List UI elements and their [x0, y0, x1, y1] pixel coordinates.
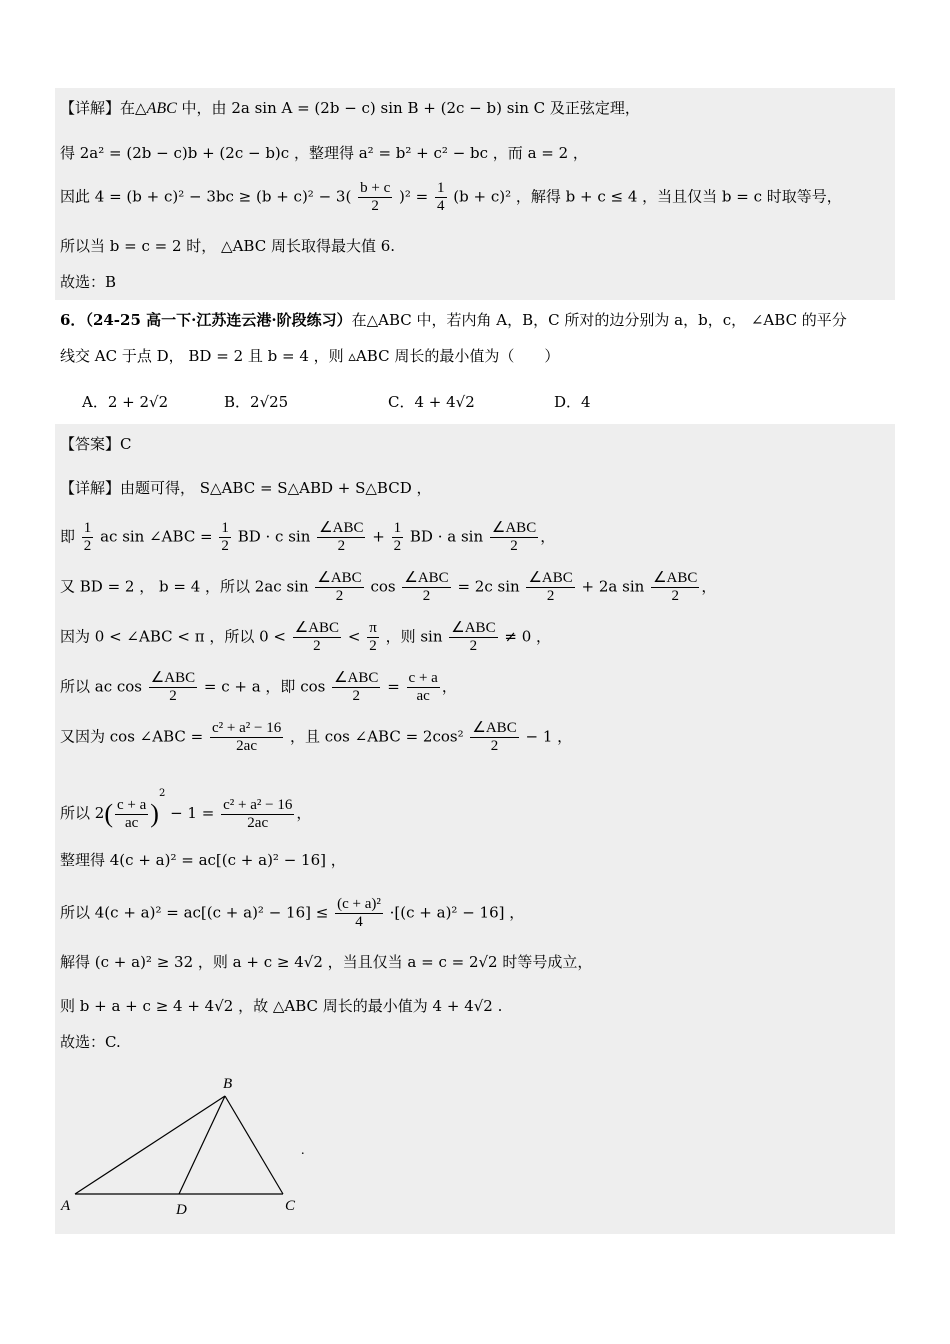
detail-label: 【详解】	[60, 99, 121, 117]
sol5-line-3: 因此 4 = (b + c)² − 3bc ≥ (b + c)² − 3( $\frac{b + c}{2}$ )² = $\frac{1}{4}$ (b + c)² ，解得 b + c ≤ 4 ，当且仅当 b = c 时取等号，	[60, 180, 842, 214]
sol6-line-2: 即 $\frac{1}{2}$ ac sin ∠ABC = $\frac{1}{2}$ BD · c sin $\frac{\text{∠ABC}}{2}$ + $\frac{1}{2}$ BD · a sin $\frac{\text{∠ABC}}{2}$ ，	[60, 520, 556, 554]
question-6-line-1: 6．（24-25 高一下·江苏连云港·阶段练习）在△ABC 中，若内角 A，B，C 所对的边分别为 a，b，c， ∠ABC 的平分	[60, 311, 847, 329]
option-a[interactable]: A．2 + 2√2	[82, 393, 169, 411]
sol6-line-3: 又 BD = 2 ， b = 4 ，所以 2ac sin $\frac{\text{∠ABC}}{2}$ cos $\frac{\text{∠ABC}}{2}$ = 2c sin $\frac{\text{∠ABC}}{2}$ + 2a sin $\frac{\text{∠ABC}}{2}$ ，	[60, 570, 717, 604]
sol6-line-1: 【详解】由题可得， S△ABC = S△ABD + S△BCD ，	[60, 479, 432, 497]
option-b[interactable]: B．2√25	[224, 393, 289, 411]
sol5-line-4: 所以当 b = c = 2 时， △ABC 周长取得最大值 6.	[60, 237, 396, 255]
question-6-line-2: 线交 AC 于点 D， BD = 2 且 b = 4 ，则 ▵ABC 周长的最小值为（ ）	[60, 347, 560, 365]
sol6-line-4: 因为 0 < ∠ABC < π ，所以 0 < $\frac{\text{∠ABC}}{2}$ < $\frac{\pi}{2}$ ，则 sin $\frac{\text{∠ABC}}{2}$ ≠ 0 ，	[60, 620, 552, 654]
option-c[interactable]: C．4 + 4√2	[388, 393, 475, 411]
option-d[interactable]: D．4	[554, 393, 591, 411]
sol5-line-2: 得 2a² = (2b − c)b + (2c − b)c ，整理得 a² = b² + c² − bc ，而 a = 2 ，	[60, 144, 588, 162]
triangle-figure	[55, 1066, 355, 1226]
label-a: A	[61, 1198, 71, 1214]
answer-line: 【答案】C	[60, 435, 132, 453]
fraction: $\frac{b + c}{2}$	[360, 180, 391, 214]
fraction: $\frac{1}{4}$	[437, 180, 445, 214]
detail-label: 【详解】	[60, 479, 121, 497]
sol6-line-5: 所以 ac cos $\frac{\text{∠ABC}}{2}$ = c + a ，即 cos $\frac{\text{∠ABC}}{2}$ = $\frac{c + a}{ac}$ ，	[60, 670, 457, 704]
sol6-line-12: 故选：C.	[60, 1033, 121, 1051]
question-number: 6．	[60, 311, 86, 329]
sol6-line-8: 整理得 4(c + a)² = ac[(c + a)² − 16] ，	[60, 851, 346, 869]
side-bc	[225, 1096, 283, 1194]
question-source: （24-25 高一下·江苏连云港·阶段练习）	[85, 311, 352, 329]
label-d: D	[176, 1202, 187, 1218]
trailing-dot: .	[301, 1143, 305, 1158]
sol6-line-11: 则 b + a + c ≥ 4 + 4√2 ，故 △ABC 周长的最小值为 4 + 4√2 .	[60, 997, 503, 1015]
sol5-line-5: 故选：B	[60, 273, 117, 291]
sol5-line-1: 【详解】在△ABC 中，由 2a sin A = (2b − c) sin B + (2c − b) sin C 及正弦定理，	[60, 99, 640, 117]
sol6-line-10: 解得 (c + a)² ≥ 32 ，则 a + c ≥ 4√2 ，当且仅当 a = c = 2√2 时等号成立，	[60, 953, 593, 971]
label-b: B	[223, 1076, 233, 1092]
sol6-line-6: 又因为 cos ∠ABC = $\frac{\text{c² + a² − 16}}{2ac}$ ，且 cos ∠ABC = 2cos² $\frac{\text{∠ABC}}{2}$ − 1 ，	[60, 720, 573, 754]
label-c: C	[285, 1198, 296, 1214]
sol6-line-9: 所以 4(c + a)² = ac[(c + a)² − 16] ≤ $\frac{\text{(c + a)²}}{4}$ ·[(c + a)² − 16] ，	[60, 896, 525, 930]
sol6-line-7: 所以 2( $\frac{c + a}{ac}$ )$^2$ − 1 = $\frac{\text{c² + a² − 16}}{2ac}$ ，	[60, 788, 312, 831]
